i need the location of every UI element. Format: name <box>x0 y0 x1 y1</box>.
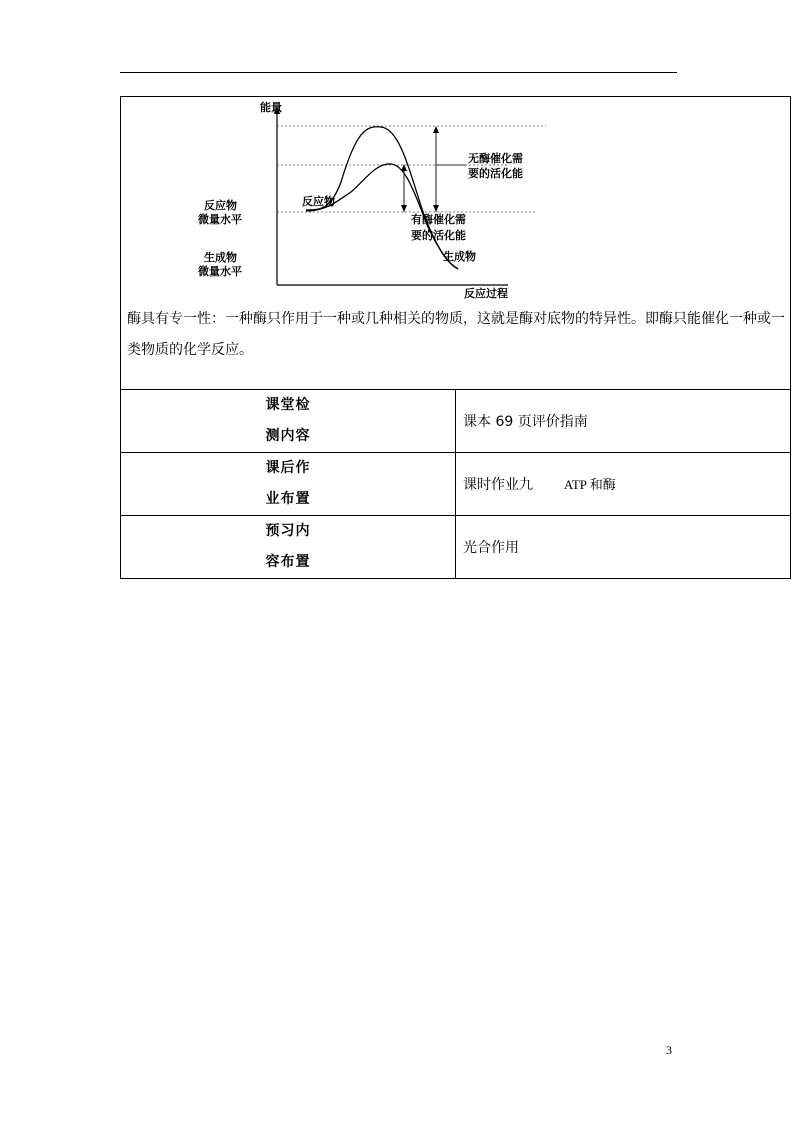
row-value-preview: 光合作用 <box>456 516 791 579</box>
lesson-table <box>120 96 791 579</box>
product-level-label-2: 微量水平 <box>198 265 242 278</box>
diagram-cell <box>121 97 791 390</box>
label-line-2: 容布置 <box>265 554 311 570</box>
activation-energy-diagram <box>196 97 616 305</box>
page-number: 3 <box>666 1043 672 1057</box>
arrow-head-down-1 <box>433 205 439 212</box>
product-curve-label: 生成物 <box>443 250 476 263</box>
arrow-head-down-2 <box>401 205 407 212</box>
arrow-head-up-1 <box>433 126 439 133</box>
diagram-row <box>121 97 791 390</box>
y-axis-label: 能量 <box>260 101 282 114</box>
reactant-level-label-2: 微量水平 <box>198 213 242 226</box>
table-row <box>121 390 791 453</box>
row-label-classroom-check <box>121 390 456 453</box>
product-level-label-1: 生成物 <box>204 251 237 264</box>
homework-topic: ATP 和酶 <box>563 477 616 492</box>
label-line-2: 测内容 <box>265 428 311 444</box>
table-row <box>121 453 791 516</box>
enzyme-specificity-paragraph: 酶具有专一性：一种酶只作用于一种或几种相关的物质，这就是酶对底物的特异性。即酶只能催化一种或一类物质的化学反应。 <box>127 311 785 358</box>
row-label-homework <box>121 453 456 516</box>
reactant-curve-label: 反应物 <box>302 195 335 208</box>
row-value-classroom-check: 课本 69 页评价指南 <box>456 390 791 453</box>
enzyme-label-1: 有酶催化需 <box>411 213 466 226</box>
table-row <box>121 516 791 579</box>
enzyme-label-2: 要的活化能 <box>411 229 466 242</box>
no-enzyme-label-1: 无酶催化需 <box>468 152 523 165</box>
label-line-1: 预习内 <box>265 523 311 539</box>
label-line-1: 课堂检 <box>265 397 311 413</box>
reactant-level-label-1: 反应物 <box>204 199 237 212</box>
row-value-homework <box>456 453 791 516</box>
homework-title: 课时作业九 <box>463 477 533 493</box>
x-axis-label: 反应过程 <box>464 287 508 300</box>
header-rule <box>120 72 677 73</box>
no-enzyme-label-2: 要的活化能 <box>468 167 523 180</box>
label-line-1: 课后作 <box>265 460 311 476</box>
row-label-preview <box>121 516 456 579</box>
label-line-2: 业布置 <box>265 491 311 507</box>
